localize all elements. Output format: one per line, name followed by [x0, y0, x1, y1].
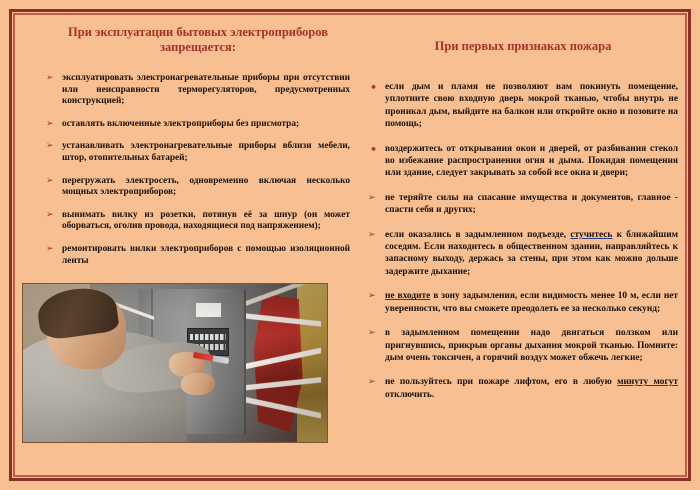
- list-item-emphasis: не входите: [385, 291, 431, 302]
- list-item-emphasis: минуту могут: [617, 377, 679, 388]
- list-item: [46, 73, 350, 108]
- photo-vignette: [23, 284, 327, 442]
- list-item-text: перегружать электросеть, одновременно включая несколько мощных электроприборов;: [62, 175, 350, 198]
- list-item: [368, 327, 678, 364]
- photo-canvas: [23, 284, 327, 442]
- arrow-bullet-icon: [46, 244, 59, 256]
- arrow-bullet-icon: [368, 290, 381, 302]
- arrow-bullet-icon: [46, 210, 59, 222]
- right-firesigns-list: [368, 81, 678, 401]
- arrow-bullet-icon: [368, 327, 381, 339]
- left-panel: [18, 16, 360, 474]
- left-panel-title: При эксплуатации бытовых электроприборов запрещается:: [68, 25, 328, 54]
- list-item-emphasis: стучитесь: [570, 229, 613, 240]
- list-item: [46, 119, 350, 131]
- list-item: [368, 376, 678, 401]
- list-item: [368, 290, 678, 315]
- list-item: [368, 81, 678, 131]
- poster-content: [18, 16, 682, 474]
- arrow-bullet-icon: [368, 229, 381, 241]
- list-item-text: устанавливать электронагревательные приборы вблизи мебели, штор, отопительных батарей;: [62, 141, 350, 163]
- arrow-bullet-icon: [46, 176, 59, 188]
- list-item-text: ремонтировать вилки электроприборов с помощью изоляционной ленты: [62, 243, 350, 266]
- list-item-text: не теряйте силы на спасание имущества и документов, главное - спасти себя и других;: [385, 192, 678, 216]
- list-item-text-after: в зону задымления, если видимость менее 10 м, если нет уверенности, что вы сможете преодолеть ее за несколько секунд;: [385, 291, 678, 314]
- list-item-text: оставлять включенные электроприборы без присмотра;: [62, 118, 300, 129]
- left-prohibition-list: [46, 73, 350, 267]
- list-item: [368, 143, 678, 180]
- list-item-text-after: к ближайшим соседям. Если находитесь в общественном здании, направляйтесь к запасному выходу, держась за стены, при этом как можно дольше задержите дыхание;: [385, 229, 678, 277]
- list-item: [46, 141, 350, 164]
- list-item: [46, 210, 350, 233]
- list-item-text-before: если оказались в задымленном подъезде,: [385, 229, 571, 240]
- list-item-text: воздержитесь от открывания окон и дверей, от разбивания стекол во избежание распространения огня и дыма. Покидая помещения или здание, следует закрывать за собой все окна и двери;: [385, 143, 678, 179]
- arrow-bullet-icon: [46, 73, 59, 85]
- electrician-photo: [22, 283, 328, 443]
- list-item-text: в задымленном помещении надо двигаться ползком или пригнувшись, прикрыв органы дыхания мокрой тканью. Помните: дым очень токсичен, а горячий воздух может обжечь легкие;: [385, 328, 678, 363]
- right-panel: [360, 16, 682, 474]
- dot-bullet-icon: [368, 143, 381, 156]
- list-item: [368, 229, 678, 279]
- list-item-text-after: отключить.: [385, 389, 435, 400]
- list-item: [46, 244, 350, 267]
- arrow-bullet-icon: [46, 141, 59, 153]
- list-item-text-before: не пользуйтесь при пожаре лифтом, его в любую: [385, 377, 618, 388]
- arrow-bullet-icon: [46, 119, 59, 131]
- dot-bullet-icon: [368, 81, 381, 94]
- list-item-text: вынимать вилку из розетки, потянув её за шнур (он может оборваться, оголив провода, находящиеся под напряжением);: [62, 209, 350, 232]
- right-panel-title: При первых признаках пожара: [434, 39, 612, 53]
- list-item: [368, 192, 678, 217]
- list-item-text: если дым и пламя не позволяют вам покинуть помещение, уплотните свою входную дверь мокрой тканью, чтобы внутрь не проникал дым, выйдите на балкон или откройте окно и позовите на помощь;: [385, 82, 678, 130]
- list-item: [46, 176, 350, 199]
- arrow-bullet-icon: [368, 376, 381, 388]
- list-item-text: эксплуатировать электронагревательные приборы при отсутствии или неисправности терморегуляторов, предусмотренных конструкцией;: [62, 73, 350, 107]
- arrow-bullet-icon: [368, 192, 381, 204]
